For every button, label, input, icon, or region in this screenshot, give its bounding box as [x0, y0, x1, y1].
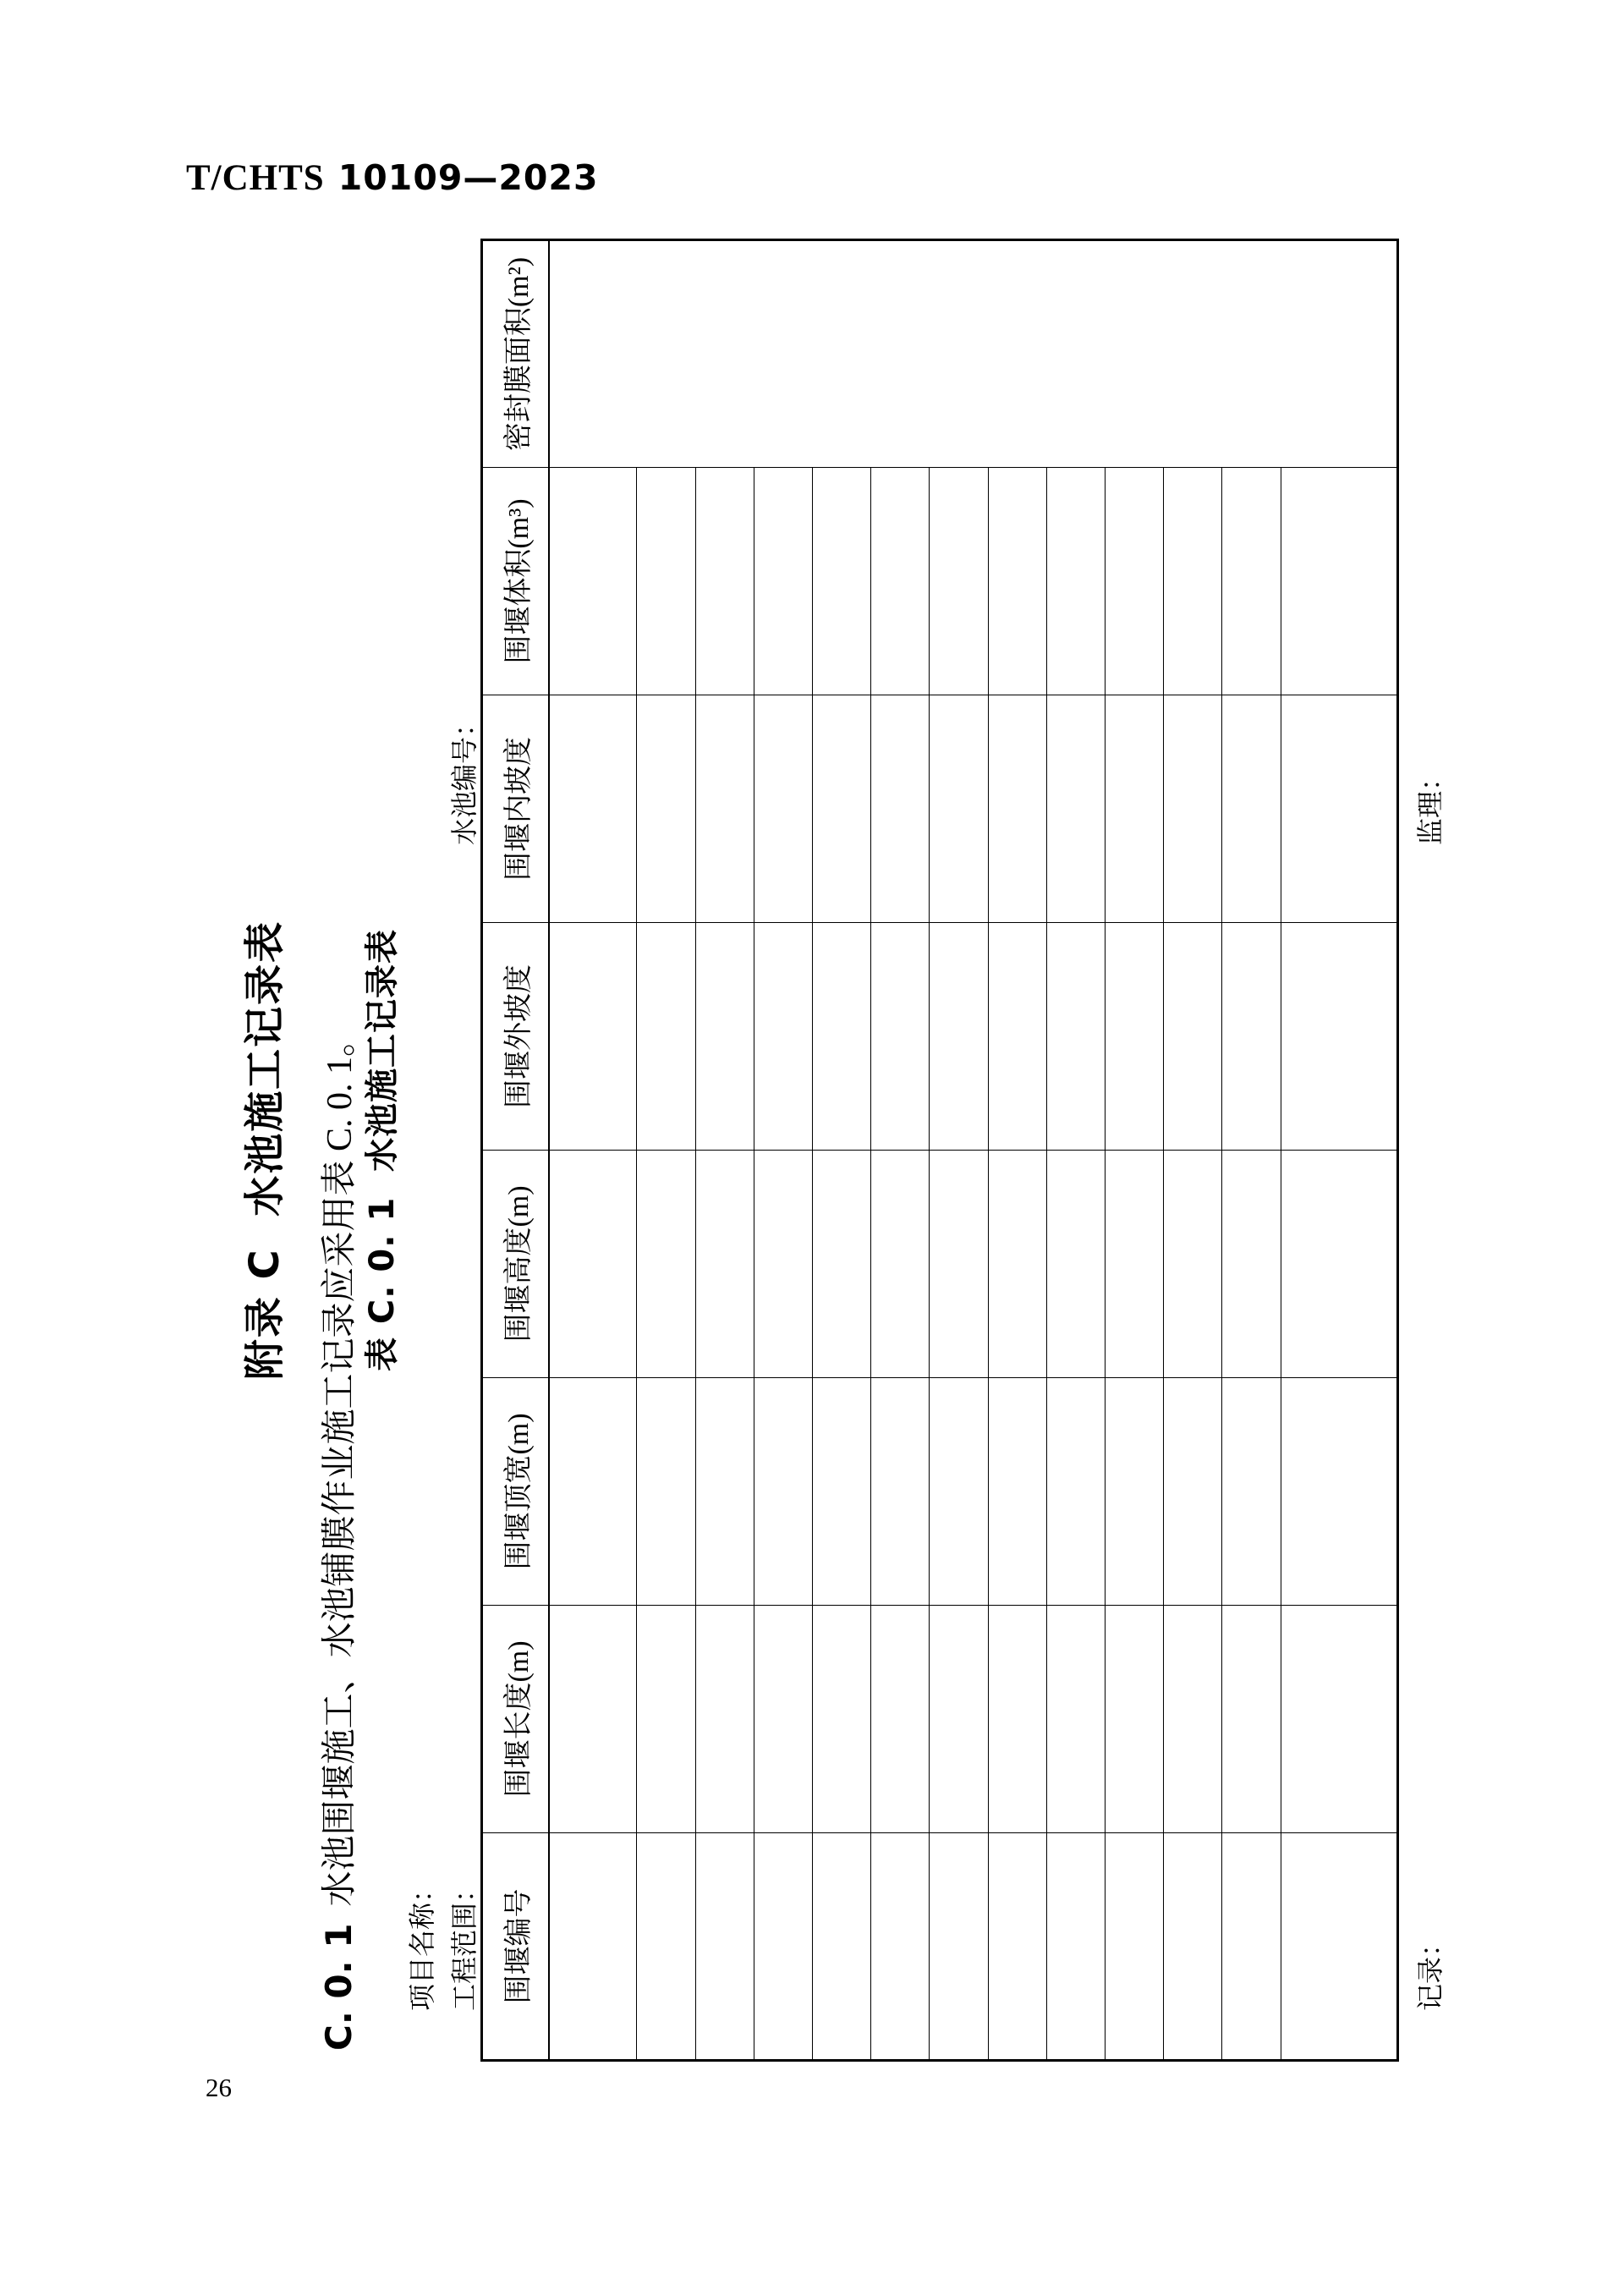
table-caption: 表 C. 0. 1 水池施工记录表 [363, 928, 402, 1372]
data-cell [871, 1833, 930, 2061]
column-header: 围堰顶宽(m) [482, 1378, 550, 1606]
table-row [871, 240, 930, 2061]
data-cell [1164, 1606, 1222, 1833]
data-cell [549, 1378, 637, 1606]
data-cell [1164, 468, 1222, 695]
table-row [482, 240, 550, 2061]
standard-prefix: T/CHTS [186, 158, 325, 198]
data-cell [1222, 1378, 1281, 1606]
project-name-label: 项目名称： [407, 1875, 437, 2011]
data-cell [1105, 1151, 1163, 1378]
data-cell [988, 1606, 1046, 1833]
merged-data-cell [549, 240, 1398, 468]
data-cell [695, 923, 754, 1151]
data-cell [695, 695, 754, 923]
table-row [1281, 240, 1397, 2061]
data-cell [1046, 695, 1105, 923]
data-cell [754, 1606, 812, 1833]
data-cell [695, 1378, 754, 1606]
record-table-body [549, 240, 1398, 2061]
data-cell [695, 468, 754, 695]
data-cell [1046, 1378, 1105, 1606]
data-cell [1164, 923, 1222, 1151]
pool-number-label: 水池编号： [449, 709, 480, 845]
data-cell [1281, 1151, 1397, 1378]
data-cell [637, 1151, 695, 1378]
column-header: 围堰外坡度 [482, 923, 550, 1151]
data-cell [1164, 1151, 1222, 1378]
data-cell [1046, 1151, 1105, 1378]
data-cell [1281, 923, 1397, 1151]
data-cell [549, 468, 637, 695]
data-cell [1105, 468, 1163, 695]
column-header: 密封膜面积(m²) [482, 240, 550, 468]
data-cell [695, 1833, 754, 2061]
data-cell [549, 1606, 637, 1833]
data-cell [695, 1606, 754, 1833]
data-cell [637, 1606, 695, 1833]
data-cell [637, 1833, 695, 2061]
data-cell [1046, 1833, 1105, 2061]
table-row [637, 240, 695, 2061]
page-number: 26 [206, 2073, 232, 2102]
table-row [1164, 240, 1222, 2061]
data-cell [1046, 468, 1105, 695]
form-line-signatures [1409, 0, 1534, 2296]
data-cell [754, 695, 812, 923]
project-scope-label: 工程范围： [449, 1875, 480, 2011]
data-cell [754, 1151, 812, 1378]
data-cell [1105, 923, 1163, 1151]
data-cell [812, 1606, 870, 1833]
table-row [1222, 240, 1281, 2061]
data-cell [1281, 695, 1397, 923]
column-header: 围堰内坡度 [482, 695, 550, 923]
data-cell [1281, 468, 1397, 695]
data-cell [871, 923, 930, 1151]
data-cell [754, 1833, 812, 2061]
data-cell [549, 695, 637, 923]
clause-number: C. 0. 1 [318, 1923, 359, 2051]
data-cell [812, 695, 870, 923]
data-cell [754, 468, 812, 695]
data-cell [930, 695, 988, 923]
data-cell [1105, 1378, 1163, 1606]
data-cell [812, 1378, 870, 1606]
standard-number: 10109—2023 [337, 157, 599, 198]
data-cell [871, 468, 930, 695]
clause-paragraph [311, 1021, 362, 2051]
pool-construction-record-table [480, 239, 1399, 2062]
data-cell [871, 695, 930, 923]
data-cell [930, 1606, 988, 1833]
data-cell [988, 923, 1046, 1151]
table-row [930, 240, 988, 2061]
data-cell [1222, 923, 1281, 1151]
data-cell [1222, 468, 1281, 695]
data-cell [988, 468, 1046, 695]
column-header: 围堰体积(m³) [482, 468, 550, 695]
data-cell [1164, 1833, 1222, 2061]
column-header: 围堰编号 [482, 1833, 550, 2061]
data-cell [1046, 923, 1105, 1151]
table-row [1105, 240, 1163, 2061]
table-row [754, 240, 812, 2061]
appendix-title: 附录 C 水池施工记录表 [241, 920, 288, 1381]
column-header: 围堰高度(m) [482, 1151, 550, 1378]
table-row [695, 240, 754, 2061]
data-cell [930, 468, 988, 695]
supervisor-label: 监理： [1415, 763, 1446, 845]
data-cell [812, 468, 870, 695]
data-cell [930, 1378, 988, 1606]
data-cell [812, 1151, 870, 1378]
table-row [1046, 240, 1105, 2061]
table-row [988, 240, 1046, 2061]
data-cell [637, 468, 695, 695]
data-cell [637, 1378, 695, 1606]
table-row [549, 240, 637, 2061]
data-cell [988, 695, 1046, 923]
data-cell [1281, 1378, 1397, 1606]
data-cell [1222, 1151, 1281, 1378]
data-cell [988, 1833, 1046, 2061]
data-cell [1105, 1833, 1163, 2061]
data-cell [1222, 1606, 1281, 1833]
data-cell [871, 1606, 930, 1833]
data-cell [1046, 1606, 1105, 1833]
data-cell [1105, 695, 1163, 923]
data-cell [988, 1378, 1046, 1606]
record-table-header-row [482, 240, 550, 2061]
data-cell [695, 1151, 754, 1378]
data-cell [1105, 1606, 1163, 1833]
data-cell [930, 923, 988, 1151]
data-cell [754, 923, 812, 1151]
data-cell [988, 1151, 1046, 1378]
data-cell [871, 1378, 930, 1606]
data-cell [549, 1833, 637, 2061]
data-cell [637, 923, 695, 1151]
column-header: 围堰长度(m) [482, 1606, 550, 1833]
data-cell [549, 1151, 637, 1378]
table-row [812, 240, 870, 2061]
recorder-label: 记录： [1415, 1929, 1446, 2011]
data-cell [812, 1833, 870, 2061]
data-cell [871, 1151, 930, 1378]
data-cell [1222, 695, 1281, 923]
data-cell [637, 695, 695, 923]
data-cell [1164, 1378, 1222, 1606]
data-cell [1281, 1833, 1397, 2061]
data-cell [930, 1833, 988, 2061]
data-cell [1164, 695, 1222, 923]
data-cell [812, 923, 870, 1151]
data-cell [930, 1151, 988, 1378]
data-cell [549, 923, 637, 1151]
clause-text: 水池围堰施工、水池铺膜作业施工记录应采用表 C. 0. 1。 [321, 1021, 359, 1907]
data-cell [1281, 1606, 1397, 1833]
data-cell [754, 1378, 812, 1606]
data-cell [1222, 1833, 1281, 2061]
